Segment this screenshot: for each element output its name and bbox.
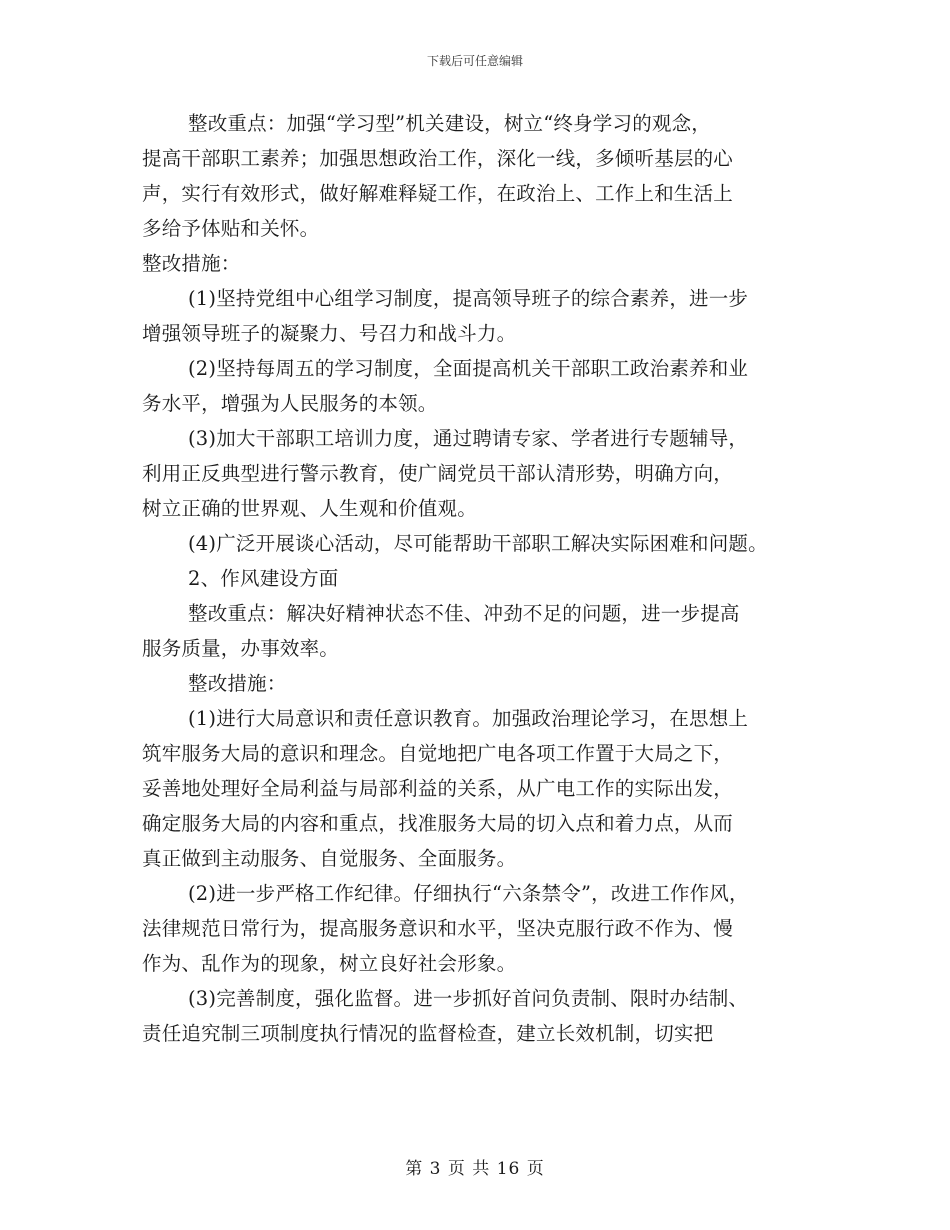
body-line: (3)加大干部职工培训力度，通过聘请专家、学者进行专题辅导，	[188, 427, 749, 450]
body-line: 利用正反典型进行警示教育，使广阔党员干部认清形势，明确方向，	[142, 462, 734, 485]
page-header: 下载后可任意编辑	[426, 54, 523, 68]
body-line: 整改措施：	[142, 252, 241, 275]
section-heading: 2、作风建设方面	[188, 567, 339, 590]
body-line: 作为、乱作为的现象，树立良好社会形象。	[142, 952, 517, 975]
body-line: 整改措施：	[188, 672, 287, 695]
body-line: (2)进一步严格工作纪律。仔细执行“六条禁令”，改进工作作风，	[188, 882, 749, 905]
body-line: (1)进行大局意识和责任意识教育。加强政治理论学习，在思想上	[188, 707, 749, 730]
body-line: 确定服务大局的内容和重点，找准服务大局的切入点和着力点，从而	[142, 812, 734, 835]
body-line: 声，实行有效形式，做好解难释疑工作，在政治上、工作上和生活上	[142, 182, 734, 205]
body-line: 服务质量，办事效率。	[142, 637, 340, 660]
body-line: 务水平，增强为人民服务的本领。	[142, 392, 438, 415]
document-body	[142, 106, 822, 1051]
body-line: 整改重点：解决好精神状态不佳、冲劲不足的问题，进一步提高	[188, 602, 740, 625]
body-line: 责任追究制三项制度执行情况的监督检查，建立长效机制，切实把	[142, 1022, 714, 1045]
body-line: (3)完善制度，强化监督。进一步抓好首问负责制、限时办结制、	[188, 987, 749, 1010]
body-line: 法律规范日常行为，提高服务意识和水平，坚决克服行政不作为、慢	[142, 917, 734, 940]
body-line: (2)坚持每周五的学习制度，全面提高机关干部职工政治素养和业	[188, 357, 749, 380]
body-line: 提高干部职工素养；加强思想政治工作，深化一线，多倾听基层的心	[142, 147, 734, 170]
body-line: 真正做到主动服务、自觉服务、全面服务。	[142, 847, 517, 870]
page-footer: 第 3 页 共 16 页	[405, 1159, 545, 1179]
body-line: 树立正确的世界观、人生观和价值观。	[142, 497, 477, 520]
body-line: 整改重点：加强“学习型”机关建设，树立“终身学习的观念，	[188, 112, 712, 135]
body-line: 多给予体贴和关怀。	[142, 217, 320, 240]
body-line: (4)广泛开展谈心活动，尽可能帮助干部职工解决实际困难和问题。	[188, 532, 768, 555]
body-line: 妥善地处理好全局利益与局部利益的关系，从广电工作的实际出发，	[142, 777, 734, 800]
body-line: 筑牢服务大局的意识和理念。自觉地把广电各项工作置于大局之下，	[142, 742, 734, 765]
body-line: (1)坚持党组中心组学习制度，提高领导班子的综合素养，进一步	[188, 287, 749, 310]
body-line: 增强领导班子的凝聚力、号召力和战斗力。	[142, 322, 517, 345]
